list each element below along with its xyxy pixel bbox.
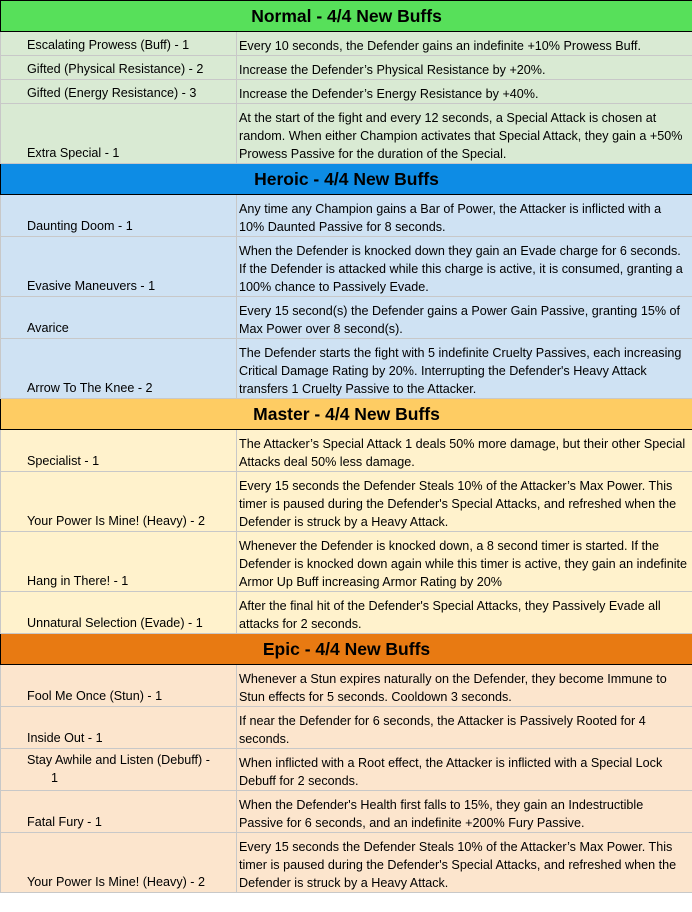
buff-name: Gifted (Physical Resistance) - 2 (1, 56, 237, 80)
table-row (1, 104, 692, 164)
section-master (1, 399, 692, 634)
section-title: Epic - 4/4 New Buffs (1, 634, 692, 665)
table-row (1, 237, 692, 297)
buff-name: Your Power Is Mine! (Heavy) - 2 (1, 833, 237, 893)
buff-name: Fool Me Once (Stun) - 1 (1, 665, 237, 707)
buff-description: Whenever a Stun expires naturally on the Defender, they become Immune to Stun effects for 5 seconds. Cooldown 3 seconds. (237, 665, 692, 707)
buff-description: Whenever the Defender is knocked down, a 8 second timer is started. If the Defender is knocked down again while this timer is active, they gain an indefinite Armor Up Buff increasing Armor Rating by 20% (237, 532, 692, 592)
section-title: Master - 4/4 New Buffs (1, 399, 692, 430)
table-row (1, 833, 692, 893)
section-title: Normal - 4/4 New Buffs (1, 1, 692, 32)
buff-description: Any time any Champion gains a Bar of Power, the Attacker is inflicted with a 10% Daunted Passive for 8 seconds. (237, 195, 692, 237)
buff-name: Fatal Fury - 1 (1, 791, 237, 833)
buff-description: The Defender starts the fight with 5 indefinite Cruelty Passives, each increasing Critical Damage Rating by 20%. Interrupting the Defender's Heavy Attack transfers 1 Cruelty Passive to the Attacker. (237, 339, 692, 399)
table-row (1, 56, 692, 80)
table-row (1, 749, 692, 791)
table-row (1, 195, 692, 237)
table-row (1, 665, 692, 707)
buff-description: When the Defender is knocked down they gain an Evade charge for 6 seconds. If the Defender is attacked while this charge is active, it is consumed, granting a 100% chance to Passively Evade. (237, 237, 692, 297)
buff-description: The Attacker’s Special Attack 1 deals 50% more damage, but their other Special Attacks deal 50% less damage. (237, 430, 692, 472)
buff-description: Increase the Defender’s Physical Resistance by +20%. (237, 56, 692, 80)
table-row (1, 430, 692, 472)
buff-name: Arrow To The Knee - 2 (1, 339, 237, 399)
buff-description: When inflicted with a Root effect, the Attacker is inflicted with a Special Lock Debuff for 2 seconds. (237, 749, 692, 791)
section-normal (1, 1, 692, 164)
buff-name: Evasive Maneuvers - 1 (1, 237, 237, 297)
buff-name-line-1: Stay Awhile and Listen (Debuff) - (27, 753, 210, 767)
table-row (1, 339, 692, 399)
buff-description: Increase the Defender’s Energy Resistance by +40%. (237, 80, 692, 104)
buff-name-line-2: 1 (51, 771, 59, 785)
buff-name: Gifted (Energy Resistance) - 3 (1, 80, 237, 104)
buff-name (1, 749, 237, 791)
buff-description: Every 15 second(s) the Defender gains a Power Gain Passive, granting 15% of Max Power over 8 second(s). (237, 297, 692, 339)
buff-description: If near the Defender for 6 seconds, the Attacker is Passively Rooted for 4 seconds. (237, 707, 692, 749)
buff-name: Inside Out - 1 (1, 707, 237, 749)
buff-description: Every 15 seconds the Defender Steals 10% of the Attacker’s Max Power. This timer is paused during the Defender's Special Attacks, and refreshed when the Defender is struck by a Heavy Attack. (237, 833, 692, 893)
section-epic (1, 634, 692, 893)
buff-description: When the Defender's Health first falls to 15%, they gain an Indestructible Passive for 6 seconds, and an indefinite +200% Fury Passive. (237, 791, 692, 833)
table-row (1, 472, 692, 532)
table-row (1, 297, 692, 339)
buff-name: Daunting Doom - 1 (1, 195, 237, 237)
buff-name: Avarice (1, 297, 237, 339)
buff-name: Extra Special - 1 (1, 104, 237, 164)
buff-description: At the start of the fight and every 12 seconds, a Special Attack is chosen at random. When either Champion activates that Special Attack, they gain a +50% Prowess Passive for the duration of the Special. (237, 104, 692, 164)
table-row (1, 32, 692, 56)
table-row (1, 707, 692, 749)
buff-description: Every 15 seconds the Defender Steals 10% of the Attacker’s Max Power. This timer is paused during the Defender's Special Attacks, and refreshed when the Defender is struck by a Heavy Attack. (237, 472, 692, 532)
table-row (1, 532, 692, 592)
buff-name: Hang in There! - 1 (1, 532, 237, 592)
buff-name: Unnatural Selection (Evade) - 1 (1, 592, 237, 634)
section-title: Heroic - 4/4 New Buffs (1, 164, 692, 195)
table-row (1, 592, 692, 634)
table-row (1, 80, 692, 104)
buff-description: Every 10 seconds, the Defender gains an indefinite +10% Prowess Buff. (237, 32, 692, 56)
buff-name: Specialist - 1 (1, 430, 237, 472)
buff-name: Your Power Is Mine! (Heavy) - 2 (1, 472, 237, 532)
buff-name: Escalating Prowess (Buff) - 1 (1, 32, 237, 56)
buff-description: After the final hit of the Defender's Special Attacks, they Passively Evade all attacks for 2 seconds. (237, 592, 692, 634)
section-heroic (1, 164, 692, 399)
table-row (1, 791, 692, 833)
